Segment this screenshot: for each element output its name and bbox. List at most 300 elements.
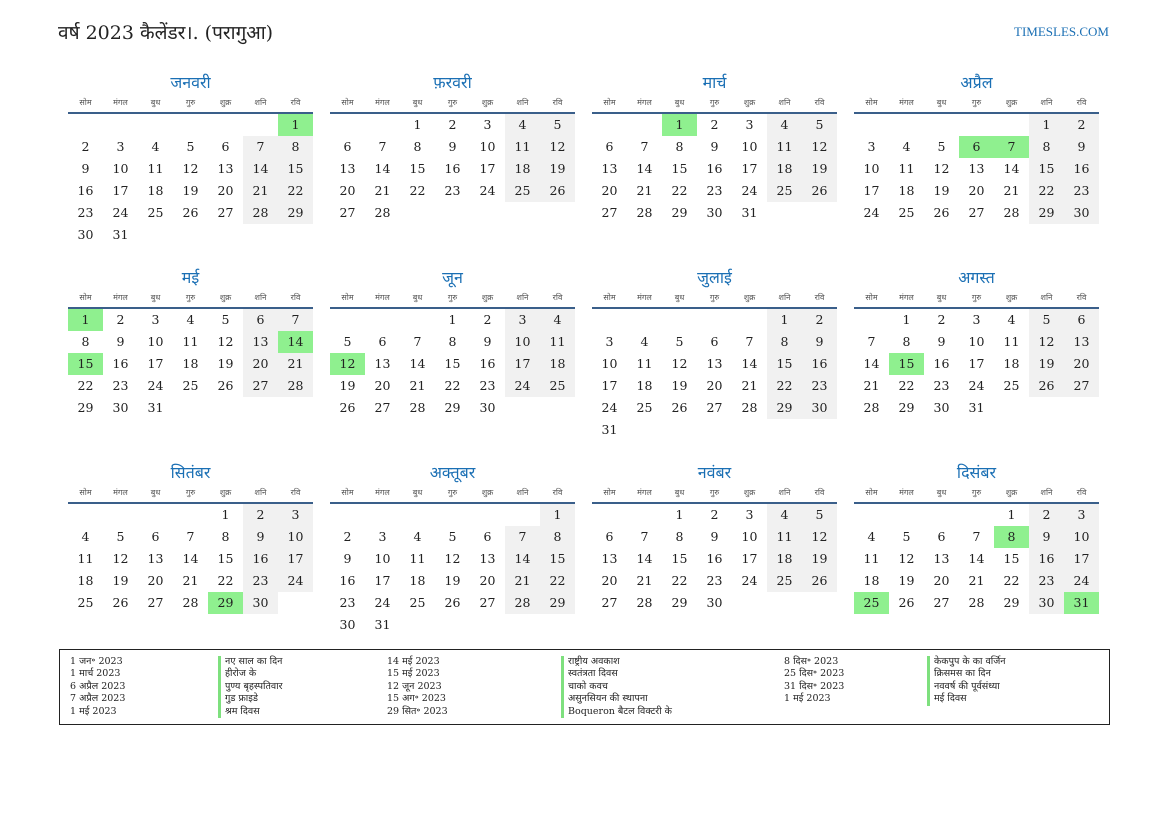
day-cell: 11 <box>77 551 94 566</box>
empty-cell <box>854 114 889 136</box>
day-cell: 10 <box>374 551 391 566</box>
day-cell: 26 <box>540 180 575 202</box>
day-cell: 20 <box>933 573 950 588</box>
weekday-header <box>68 289 313 309</box>
day-cell: 23 <box>706 573 723 588</box>
weekday-label: रवि <box>814 98 825 107</box>
day-cell: 24 <box>112 205 129 220</box>
day-cell: 2 <box>937 312 946 327</box>
empty-cell <box>959 504 994 526</box>
weekday-label: बुध <box>412 488 423 497</box>
day-cell: 15 <box>671 161 688 176</box>
day-cell: 17 <box>1064 548 1099 570</box>
day-cell: 21 <box>182 573 199 588</box>
weekday-label: मंगल <box>637 293 652 302</box>
day-grid <box>68 309 313 419</box>
day-cell: 2 <box>483 312 492 327</box>
day-cell: 11 <box>409 551 426 566</box>
weekday-label: मंगल <box>375 293 390 302</box>
holiday-name: पुण्य बृहस्पतिवार <box>218 681 283 693</box>
day-cell: 29 <box>671 595 688 610</box>
day-cell: 10 <box>278 526 313 548</box>
weekday-header <box>68 94 313 114</box>
empty-cell <box>68 114 103 136</box>
day-cell: 19 <box>671 378 688 393</box>
weekday-label: गुरु <box>709 98 720 107</box>
holiday-dates-column <box>70 656 125 718</box>
day-cell: 19 <box>802 158 837 180</box>
day-cell: 17 <box>741 161 758 176</box>
month-name: जनवरी <box>170 73 211 92</box>
day-cell: 21 <box>741 378 758 393</box>
day-cell: 28 <box>1003 205 1020 220</box>
day-cell: 6 <box>1064 309 1099 331</box>
day-cell: 13 <box>1064 331 1099 353</box>
day-cell: 5 <box>802 114 837 136</box>
day-grid <box>854 309 1099 419</box>
day-cell: 25 <box>147 205 164 220</box>
day-cell: 14 <box>636 161 653 176</box>
day-cell: 29 <box>671 205 688 220</box>
holiday-date: 31 दिस॰ 2023 <box>784 680 845 692</box>
day-cell: 5 <box>540 114 575 136</box>
day-cell: 3 <box>116 139 125 154</box>
day-cell: 17 <box>741 551 758 566</box>
month-name: जून <box>442 268 463 287</box>
day-cell: 9 <box>243 526 278 548</box>
day-cell: 15 <box>671 551 688 566</box>
day-cell: 8 <box>448 334 457 349</box>
day-cell: 22 <box>671 573 688 588</box>
day-cell: 1 <box>767 309 802 331</box>
weekday-label: मंगल <box>899 98 914 107</box>
day-cell: 3 <box>745 507 754 522</box>
month-block <box>330 267 575 419</box>
weekday-header <box>854 94 1099 114</box>
weekday-label: शनि <box>516 488 529 497</box>
day-cell: 7 <box>243 136 278 158</box>
empty-cell <box>138 504 173 526</box>
day-cell: 23 <box>933 378 950 393</box>
day-cell: 22 <box>1029 180 1064 202</box>
day-cell: 2 <box>243 504 278 526</box>
day-cell: 7 <box>278 309 313 331</box>
day-cell: 24 <box>278 570 313 592</box>
day-cell: 31 <box>968 400 985 415</box>
day-cell: 14 <box>409 356 426 371</box>
weekday-label: सोम <box>79 488 92 497</box>
weekday-label: गुरु <box>447 293 458 302</box>
day-cell: 19 <box>898 573 915 588</box>
day-cell: 1 <box>448 312 457 327</box>
day-cell: 6 <box>605 529 614 544</box>
month-name: अगस्त <box>958 268 995 287</box>
day-cell: 14 <box>863 356 880 371</box>
empty-cell <box>592 309 627 331</box>
day-cell: 9 <box>483 334 492 349</box>
month-name: मई <box>181 268 200 287</box>
day-cell: 13 <box>147 551 164 566</box>
day-cell: 26 <box>339 400 356 415</box>
weekday-label: सोम <box>341 98 354 107</box>
day-cell: 3 <box>278 504 313 526</box>
empty-cell <box>138 114 173 136</box>
weekday-label: बुध <box>674 98 685 107</box>
day-cell: 30 <box>112 400 129 415</box>
day-cell: 21 <box>968 573 985 588</box>
day-cell: 28 <box>968 595 985 610</box>
day-cell: 5 <box>937 139 946 154</box>
day-cell: 17 <box>601 378 618 393</box>
day-grid <box>592 504 837 614</box>
day-cell: 9 <box>116 334 125 349</box>
weekday-label: सोम <box>865 488 878 497</box>
day-cell: 11 <box>767 136 802 158</box>
weekday-label: सोम <box>865 293 878 302</box>
site-link[interactable]: TIMESLES.COM <box>1014 24 1109 39</box>
day-cell: 12 <box>802 136 837 158</box>
day-cell: 21 <box>636 183 653 198</box>
day-cell: 16 <box>444 161 461 176</box>
empty-cell <box>505 504 540 526</box>
day-cell: 9 <box>343 551 352 566</box>
day-cell: 27 <box>1064 375 1099 397</box>
day-cell: 13 <box>339 161 356 176</box>
weekday-label: बुध <box>150 293 161 302</box>
holiday-day: 1 <box>662 114 697 136</box>
weekday-label: रवि <box>1076 293 1087 302</box>
weekday-label: मंगल <box>113 488 128 497</box>
day-cell: 10 <box>479 139 496 154</box>
weekday-label: शनि <box>254 488 267 497</box>
day-grid <box>330 309 575 419</box>
weekday-label: सोम <box>341 293 354 302</box>
day-cell: 30 <box>479 400 496 415</box>
empty-cell <box>854 309 889 331</box>
day-cell: 13 <box>243 331 278 353</box>
day-cell: 11 <box>182 334 199 349</box>
month-name: अक्तूबर <box>429 463 476 482</box>
weekday-label: शनि <box>516 98 529 107</box>
holiday-name: असुनसियन की स्थापना <box>561 693 672 705</box>
day-cell: 8 <box>675 529 684 544</box>
day-cell: 2 <box>710 507 719 522</box>
holiday-name: श्रम दिवस <box>218 706 283 718</box>
empty-cell <box>365 309 400 331</box>
day-cell: 13 <box>968 161 985 176</box>
weekday-label: शुक्र <box>219 293 232 302</box>
day-cell: 9 <box>1029 526 1064 548</box>
day-cell: 24 <box>1064 570 1099 592</box>
holiday-date: 14 मई 2023 <box>387 656 440 667</box>
weekday-header <box>592 484 837 504</box>
weekday-label: शुक्र <box>481 488 494 497</box>
weekday-label: गुरु <box>709 488 720 497</box>
weekday-label: गुरु <box>185 488 196 497</box>
holiday-date: 15 मई 2023 <box>387 668 440 680</box>
day-cell: 29 <box>444 400 461 415</box>
weekday-label: शनि <box>778 98 791 107</box>
day-cell: 12 <box>112 551 129 566</box>
day-cell: 21 <box>409 378 426 393</box>
day-cell: 9 <box>937 334 946 349</box>
weekday-label: रवि <box>552 293 563 302</box>
holiday-date: 7 अप्रैल 2023 <box>70 693 126 705</box>
day-cell: 13 <box>601 551 618 566</box>
day-cell: 18 <box>767 548 802 570</box>
day-cell: 24 <box>968 378 985 393</box>
day-cell: 14 <box>1003 161 1020 176</box>
empty-cell <box>103 504 138 526</box>
day-cell: 22 <box>278 180 313 202</box>
empty-cell <box>732 309 767 331</box>
day-cell: 25 <box>182 378 199 393</box>
day-cell: 24 <box>741 183 758 198</box>
day-cell: 18 <box>1003 356 1020 371</box>
day-cell: 27 <box>374 400 391 415</box>
day-cell: 9 <box>1064 136 1099 158</box>
holiday-dates-column <box>784 656 844 706</box>
day-cell: 7 <box>640 139 649 154</box>
day-cell: 6 <box>378 334 387 349</box>
weekday-label: बुध <box>936 98 947 107</box>
holiday-date: 25 दिस॰ 2023 <box>784 668 845 680</box>
day-cell: 10 <box>1064 526 1099 548</box>
holiday-date: 8 दिस॰ 2023 <box>784 656 839 667</box>
day-cell: 25 <box>636 400 653 415</box>
empty-cell <box>697 309 732 331</box>
day-cell: 19 <box>217 356 234 371</box>
weekday-label: सोम <box>341 488 354 497</box>
day-cell: 16 <box>77 183 94 198</box>
day-cell: 23 <box>339 595 356 610</box>
day-cell: 26 <box>1029 375 1064 397</box>
weekday-header <box>854 289 1099 309</box>
day-cell: 22 <box>444 378 461 393</box>
day-cell: 9 <box>81 161 90 176</box>
day-cell: 2 <box>343 529 352 544</box>
holiday-name: स्वतंत्रता दिवस <box>561 668 672 680</box>
empty-cell <box>924 504 959 526</box>
page-title: वर्ष 2023 कैलेंडर।. (परागुआ) <box>58 22 274 44</box>
day-cell: 30 <box>706 595 723 610</box>
day-cell: 4 <box>767 504 802 526</box>
empty-cell <box>889 114 924 136</box>
day-cell: 13 <box>479 551 496 566</box>
day-cell: 17 <box>112 183 129 198</box>
day-cell: 20 <box>601 573 618 588</box>
month-block <box>854 462 1099 614</box>
day-cell: 8 <box>221 529 230 544</box>
weekday-label: बुध <box>412 98 423 107</box>
day-cell: 27 <box>601 595 618 610</box>
day-cell: 31 <box>112 227 129 242</box>
day-cell: 31 <box>601 422 618 437</box>
day-cell: 28 <box>636 205 653 220</box>
day-cell: 5 <box>448 529 457 544</box>
day-cell: 1 <box>675 507 684 522</box>
holiday-name: क्रिसमस का दिन <box>927 668 1006 680</box>
day-cell: 24 <box>863 205 880 220</box>
weekday-label: बुध <box>674 293 685 302</box>
day-cell: 22 <box>671 183 688 198</box>
day-cell: 27 <box>479 595 496 610</box>
day-cell: 5 <box>1029 309 1064 331</box>
day-cell: 4 <box>867 529 876 544</box>
day-cell: 28 <box>278 375 313 397</box>
day-cell: 16 <box>112 356 129 371</box>
weekday-header <box>330 94 575 114</box>
day-cell: 4 <box>540 309 575 331</box>
day-cell: 7 <box>505 526 540 548</box>
day-cell: 7 <box>867 334 876 349</box>
holiday-date: 15 अग॰ 2023 <box>387 693 446 705</box>
day-cell: 3 <box>867 139 876 154</box>
day-cell: 16 <box>339 573 356 588</box>
day-cell: 21 <box>278 353 313 375</box>
day-cell: 10 <box>601 356 618 371</box>
weekday-label: सोम <box>865 98 878 107</box>
day-cell: 22 <box>409 183 426 198</box>
weekday-header <box>330 289 575 309</box>
weekday-header <box>592 94 837 114</box>
day-cell: 3 <box>151 312 160 327</box>
weekday-header <box>68 484 313 504</box>
weekday-label: शुक्र <box>1005 98 1018 107</box>
day-cell: 3 <box>505 309 540 331</box>
day-cell: 4 <box>1007 312 1016 327</box>
day-cell: 24 <box>505 375 540 397</box>
day-cell: 24 <box>479 183 496 198</box>
day-cell: 17 <box>479 161 496 176</box>
day-cell: 14 <box>968 551 985 566</box>
holiday-name: मई दिवस <box>927 693 1006 705</box>
day-cell: 29 <box>767 397 802 419</box>
month-block <box>592 72 837 224</box>
month-name: दिसंबर <box>956 463 997 482</box>
day-cell: 25 <box>409 595 426 610</box>
day-cell: 19 <box>112 573 129 588</box>
day-cell: 27 <box>243 375 278 397</box>
day-cell: 31 <box>741 205 758 220</box>
empty-cell <box>103 114 138 136</box>
weekday-label: बुध <box>150 488 161 497</box>
weekday-label: शुक्र <box>743 488 756 497</box>
day-cell: 25 <box>77 595 94 610</box>
day-cell: 20 <box>339 183 356 198</box>
month-block <box>330 462 575 636</box>
weekday-label: रवि <box>290 488 301 497</box>
weekday-label: मंगल <box>375 488 390 497</box>
day-cell: 12 <box>1029 331 1064 353</box>
empty-cell <box>400 504 435 526</box>
month-block <box>592 462 837 614</box>
day-cell: 30 <box>1029 592 1064 614</box>
day-cell: 5 <box>221 312 230 327</box>
holiday-date: 1 मई 2023 <box>784 693 831 705</box>
holiday-name: चाको कवच <box>561 681 672 693</box>
empty-cell <box>330 504 365 526</box>
day-cell: 11 <box>863 551 880 566</box>
day-cell: 18 <box>636 378 653 393</box>
day-cell: 23 <box>243 570 278 592</box>
day-cell: 23 <box>77 205 94 220</box>
day-cell: 20 <box>601 183 618 198</box>
weekday-label: रवि <box>1076 98 1087 107</box>
day-cell: 15 <box>540 548 575 570</box>
day-cell: 6 <box>221 139 230 154</box>
day-cell: 26 <box>933 205 950 220</box>
day-cell: 16 <box>706 551 723 566</box>
empty-cell <box>365 114 400 136</box>
day-cell: 7 <box>378 139 387 154</box>
holiday-list <box>59 649 1110 725</box>
day-cell: 5 <box>116 529 125 544</box>
day-cell: 29 <box>898 400 915 415</box>
day-cell: 24 <box>601 400 618 415</box>
weekday-label: गुरु <box>971 293 982 302</box>
day-cell: 28 <box>636 595 653 610</box>
day-cell: 19 <box>1029 353 1064 375</box>
day-cell: 27 <box>601 205 618 220</box>
day-cell: 7 <box>186 529 195 544</box>
day-cell: 26 <box>112 595 129 610</box>
day-cell: 28 <box>863 400 880 415</box>
day-cell: 19 <box>802 548 837 570</box>
day-cell: 22 <box>540 570 575 592</box>
weekday-label: गुरु <box>971 488 982 497</box>
day-cell: 16 <box>933 356 950 371</box>
day-cell: 26 <box>217 378 234 393</box>
day-cell: 2 <box>1029 504 1064 526</box>
day-cell: 12 <box>540 136 575 158</box>
day-cell: 6 <box>343 139 352 154</box>
weekday-label: गुरु <box>971 98 982 107</box>
weekday-label: रवि <box>1076 488 1087 497</box>
day-cell: 1 <box>1029 114 1064 136</box>
day-cell: 7 <box>745 334 754 349</box>
day-cell: 19 <box>339 378 356 393</box>
day-cell: 19 <box>444 573 461 588</box>
day-cell: 30 <box>243 592 278 614</box>
day-grid <box>854 114 1099 224</box>
day-cell: 27 <box>217 205 234 220</box>
day-cell: 6 <box>937 529 946 544</box>
day-cell: 27 <box>706 400 723 415</box>
day-cell: 4 <box>640 334 649 349</box>
day-cell: 27 <box>147 595 164 610</box>
day-cell: 26 <box>802 180 837 202</box>
day-cell: 1 <box>540 504 575 526</box>
day-cell: 19 <box>182 183 199 198</box>
holiday-date: 1 जन॰ 2023 <box>70 656 123 667</box>
day-cell: 15 <box>278 158 313 180</box>
empty-cell <box>924 114 959 136</box>
day-cell: 21 <box>863 378 880 393</box>
weekday-label: गुरु <box>709 293 720 302</box>
day-cell: 20 <box>968 183 985 198</box>
empty-cell <box>68 504 103 526</box>
holiday-date: 12 जून 2023 <box>387 680 442 692</box>
day-cell: 11 <box>505 136 540 158</box>
weekday-label: मंगल <box>899 488 914 497</box>
empty-cell <box>854 504 889 526</box>
day-cell: 23 <box>706 183 723 198</box>
weekday-label: गुरु <box>447 488 458 497</box>
day-cell: 12 <box>217 334 234 349</box>
day-cell: 4 <box>902 139 911 154</box>
day-cell: 18 <box>77 573 94 588</box>
